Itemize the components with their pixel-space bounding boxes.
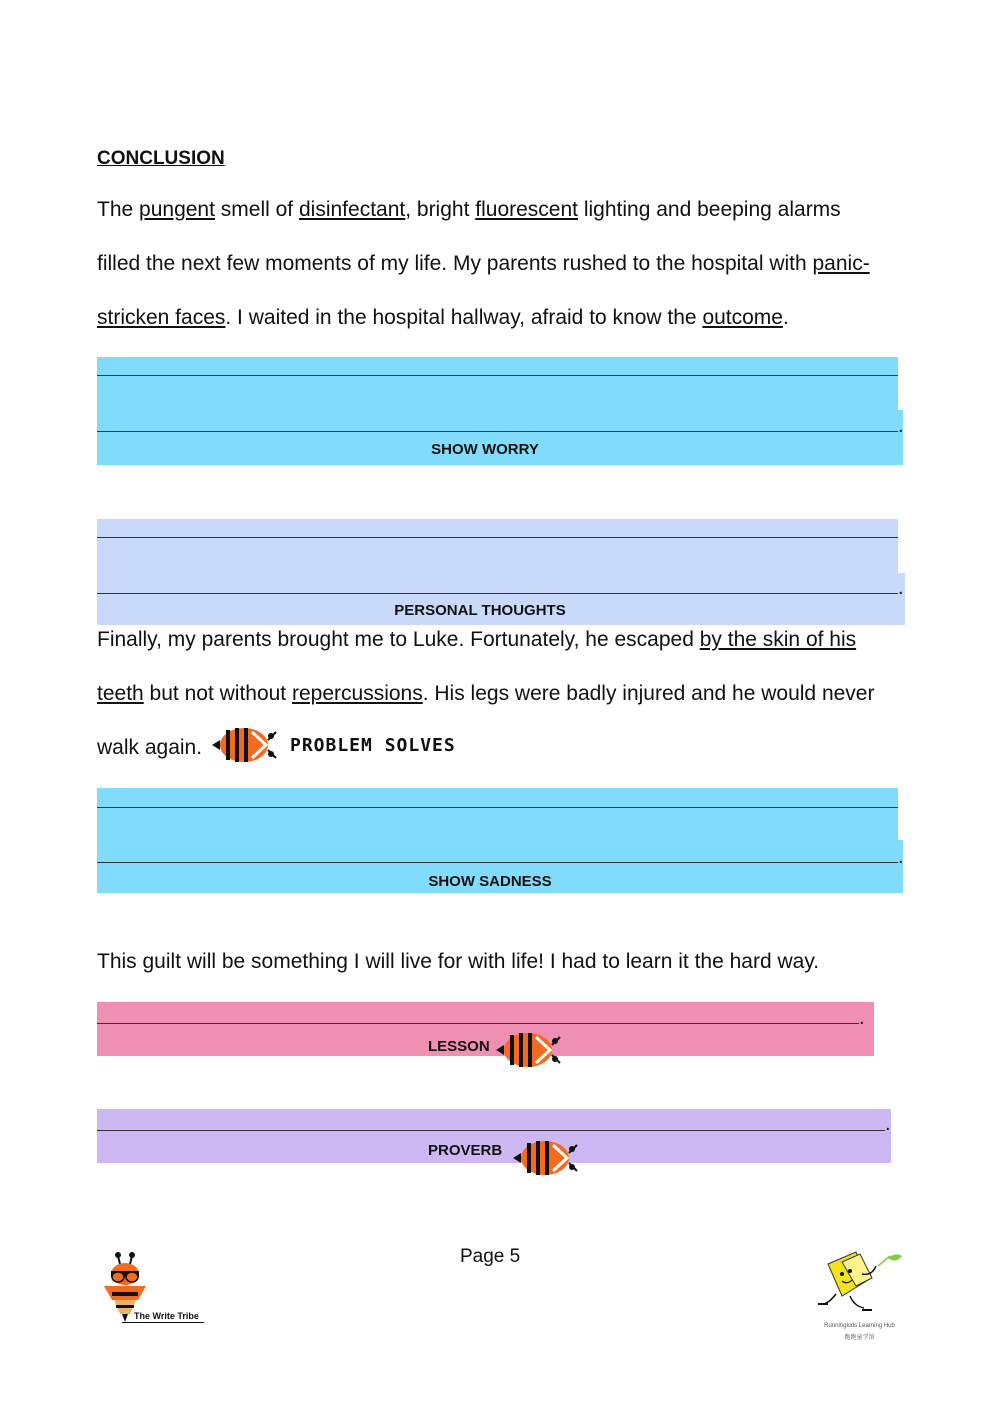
text-segment: lighting and beeping alarms xyxy=(578,198,841,221)
underlined-word: fluorescent xyxy=(475,198,578,221)
paragraph-2-line-1 xyxy=(97,613,856,667)
underlined-word: panic- xyxy=(812,252,870,275)
lesson-answer-line[interactable] xyxy=(97,1023,859,1024)
bee-icon xyxy=(208,722,280,768)
underlined-word: by the skin of his xyxy=(699,628,857,651)
show-sadness-label: SHOW SADNESS xyxy=(428,873,552,890)
underlined-word: outcome xyxy=(702,306,783,329)
text-segment: Finally, my parents brought me to Luke. Fortunately, he escaped xyxy=(97,628,700,651)
left-brand-underline xyxy=(122,1322,204,1323)
text-segment: filled the next few moments of my life. My parents rushed to the hospital with xyxy=(97,252,813,275)
right-brand-text-line-2: 跑跑童学馆 xyxy=(844,1335,875,1341)
right-brand-text-line-1: Runningkids Learning Hub xyxy=(824,1323,895,1329)
show-worry-answer-line-1[interactable] xyxy=(97,375,898,376)
personal-thoughts-label: PERSONAL THOUGHTS xyxy=(394,602,566,619)
proverb-label: PROVERB xyxy=(428,1142,503,1159)
text-segment: but not without xyxy=(143,682,292,705)
personal-thoughts-answer-line-1[interactable] xyxy=(97,537,898,538)
text-segment: . xyxy=(782,306,789,329)
show-sadness-end-mark: . xyxy=(898,846,904,868)
book-runner-logo xyxy=(812,1244,907,1322)
left-brand-text: The Write Tribe xyxy=(134,1311,199,1321)
paragraph-2-line-3 xyxy=(97,721,202,775)
paragraph-1-line-1 xyxy=(97,183,841,237)
paragraph-1-line-2 xyxy=(97,237,870,291)
proverb-answer-line[interactable] xyxy=(97,1130,885,1131)
paragraph-3: This guilt will be something I will live for with life! I had to learn it the hard way. xyxy=(97,950,820,973)
text-segment: , bright xyxy=(405,198,476,221)
show-sadness-answer-line-1[interactable] xyxy=(97,807,898,808)
underlined-word: pungent xyxy=(139,198,215,221)
paragraph-2-line-2 xyxy=(97,667,874,721)
text-segment: . I waited in the hospital hallway, afraid to know the xyxy=(225,306,703,329)
personal-thoughts-answer-line-2[interactable] xyxy=(97,593,898,594)
text-segment: walk again. xyxy=(97,736,203,759)
underlined-word: stricken faces xyxy=(97,306,226,329)
lesson-label: LESSON xyxy=(428,1038,490,1055)
underlined-word: disinfectant xyxy=(298,198,406,221)
personal-thoughts-end-mark: . xyxy=(898,577,904,599)
bee-icon xyxy=(509,1135,581,1181)
text-segment: The xyxy=(97,198,140,221)
text-segment: smell of xyxy=(214,198,299,221)
show-worry-label: SHOW WORRY xyxy=(431,441,539,458)
show-worry-answer-line-2[interactable] xyxy=(97,431,898,432)
underlined-word: repercussions xyxy=(291,682,423,705)
proverb-end-mark: . xyxy=(885,1113,891,1135)
section-heading: CONCLUSION xyxy=(97,148,225,169)
lesson-end-mark: . xyxy=(859,1007,865,1029)
bee-icon xyxy=(492,1027,564,1073)
underlined-word: teeth xyxy=(97,682,144,705)
problem-solves-badge: PROBLEM SOLVES xyxy=(290,735,456,756)
text-segment: . His legs were badly injured and he would never xyxy=(422,682,875,705)
paragraph-1-line-3 xyxy=(97,291,789,345)
page-number: Page 5 xyxy=(460,1246,521,1267)
show-sadness-answer-line-2[interactable] xyxy=(97,862,898,863)
show-worry-end-mark: . xyxy=(898,415,904,437)
